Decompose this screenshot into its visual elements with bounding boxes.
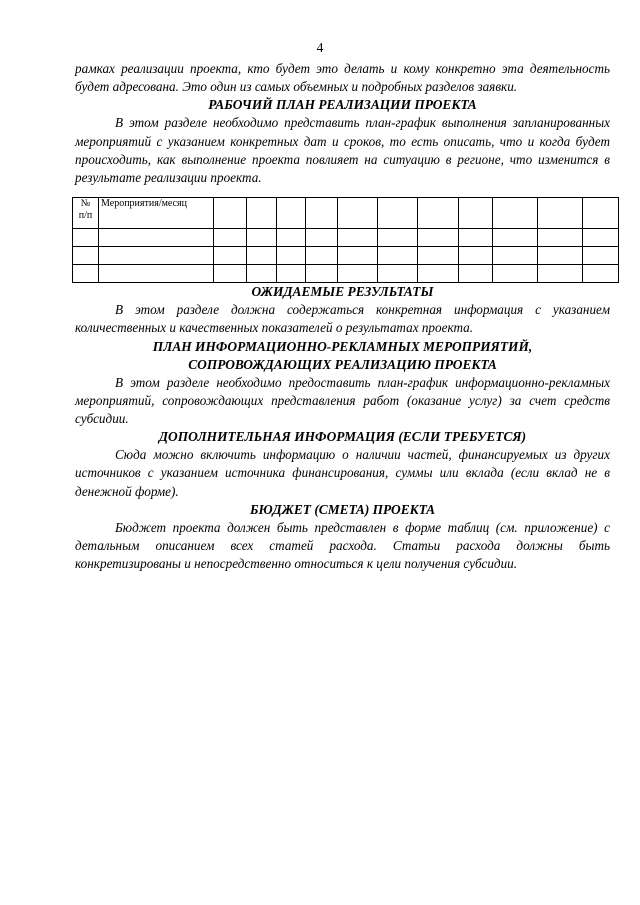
section-text-budget: Бюджет проекта должен быть представлен в форме таблиц (см. приложение) с детальным описанием всех статей расхода. Статьи расхода должны быть конкретизированы и непосредственно относиться к цели получения субсидии. (75, 519, 610, 572)
table-cell (418, 247, 459, 265)
table-cell (493, 247, 538, 265)
document-content (75, 60, 610, 573)
section-title-line: СОПРОВОЖДАЮЩИХ РЕАЛИЗАЦИЮ ПРОЕКТА (188, 356, 497, 372)
table-cell (277, 247, 306, 265)
table-cell (214, 265, 247, 283)
section-text-work-plan: В этом разделе необходимо представить план-график выполнения запланированных мероприятий с указанием конкретных дат и сроков, то есть описать, что и когда будет происходить, как выполнение проекта повлияет на ситуацию в регионе, что изменится в результате реализации проекта. (75, 115, 610, 186)
table-cell (583, 229, 619, 247)
header-cell-month (378, 198, 418, 229)
table-cell (538, 247, 583, 265)
table-cell (73, 265, 99, 283)
table-cell (459, 247, 493, 265)
table-cell (583, 247, 619, 265)
section-title-additional-info: ДОПОЛНИТЕЛЬНАЯ ИНФОРМАЦИЯ (ЕСЛИ ТРЕБУЕТСЯ) (158, 429, 527, 445)
table-cell (418, 229, 459, 247)
table-header-row (73, 198, 619, 229)
table-cell (378, 265, 418, 283)
header-cell-number (73, 198, 99, 229)
table-cell (214, 247, 247, 265)
section-title-line: ПЛАН ИНФОРМАЦИОННО-РЕКЛАМНЫХ МЕРОПРИЯТИЙ, (152, 338, 533, 354)
table-cell (459, 265, 493, 283)
table-cell (73, 229, 99, 247)
header-cell-month (277, 198, 306, 229)
table-row (73, 229, 619, 247)
table-cell (247, 265, 277, 283)
header-cell-events: Мероприятия/месяц (99, 198, 214, 229)
table-cell (538, 265, 583, 283)
header-number-abbrev: п/п (78, 210, 93, 222)
header-cell-month (306, 198, 338, 229)
table-cell (493, 229, 538, 247)
section-text-expected-results: В этом разделе должна содержаться конкретная информация с указанием количественных и качественных показателей о результатах проекта. (75, 302, 610, 336)
header-cell-month (418, 198, 459, 229)
table-cell (73, 247, 99, 265)
section-title-expected-results: ОЖИДАЕМЫЕ РЕЗУЛЬТАТЫ (251, 284, 434, 300)
table-cell (247, 229, 277, 247)
intro-paragraph: рамках реализации проекта, кто будет это делать и кому конкретно эта деятельность будет адресована. Это один из самых объемных и подробных разделов заявки. (75, 61, 610, 95)
table-cell (538, 229, 583, 247)
table-cell (493, 265, 538, 283)
work-plan-table (72, 197, 619, 283)
header-cell-month (459, 198, 493, 229)
table-cell (378, 247, 418, 265)
table-cell (306, 229, 338, 247)
page-number: 4 (316, 40, 324, 55)
section-title-work-plan: РАБОЧИЙ ПЛАН РЕАЛИЗАЦИИ ПРОЕКТА (208, 97, 477, 113)
table-row (73, 265, 619, 283)
header-cell-month (493, 198, 538, 229)
table-cell (306, 265, 338, 283)
table-cell (99, 229, 214, 247)
section-text-info-ad-plan: В этом разделе необходимо предоставить план-график информационно-рекламных мероприятий, сопровождающих представления работ (оказание услуг) за счет средств субсидии. (75, 374, 610, 427)
table-cell (418, 265, 459, 283)
header-cell-month (583, 198, 619, 229)
header-cell-month (214, 198, 247, 229)
table-cell (247, 247, 277, 265)
table-cell (338, 265, 378, 283)
table-cell (338, 247, 378, 265)
table-cell (306, 247, 338, 265)
header-cell-month (538, 198, 583, 229)
header-cell-month (338, 198, 378, 229)
table-cell (378, 229, 418, 247)
section-title-info-ad-plan (75, 338, 610, 374)
table-row (73, 247, 619, 265)
header-number-symbol: № (80, 198, 91, 210)
section-text-additional-info: Сюда можно включить информацию о наличии частей, финансируемых из других источников с указанием источника финансирования, суммы или вклада (если вклад не в денежной форме). (75, 447, 610, 499)
table-cell (214, 229, 247, 247)
table-cell (99, 265, 214, 283)
header-cell-month (247, 198, 277, 229)
table-cell (338, 229, 378, 247)
table-cell (583, 265, 619, 283)
table-cell (277, 229, 306, 247)
table-cell (277, 265, 306, 283)
table-cell (99, 247, 214, 265)
table-cell (459, 229, 493, 247)
section-title-budget: БЮДЖЕТ (СМЕТА) ПРОЕКТА (249, 501, 436, 517)
